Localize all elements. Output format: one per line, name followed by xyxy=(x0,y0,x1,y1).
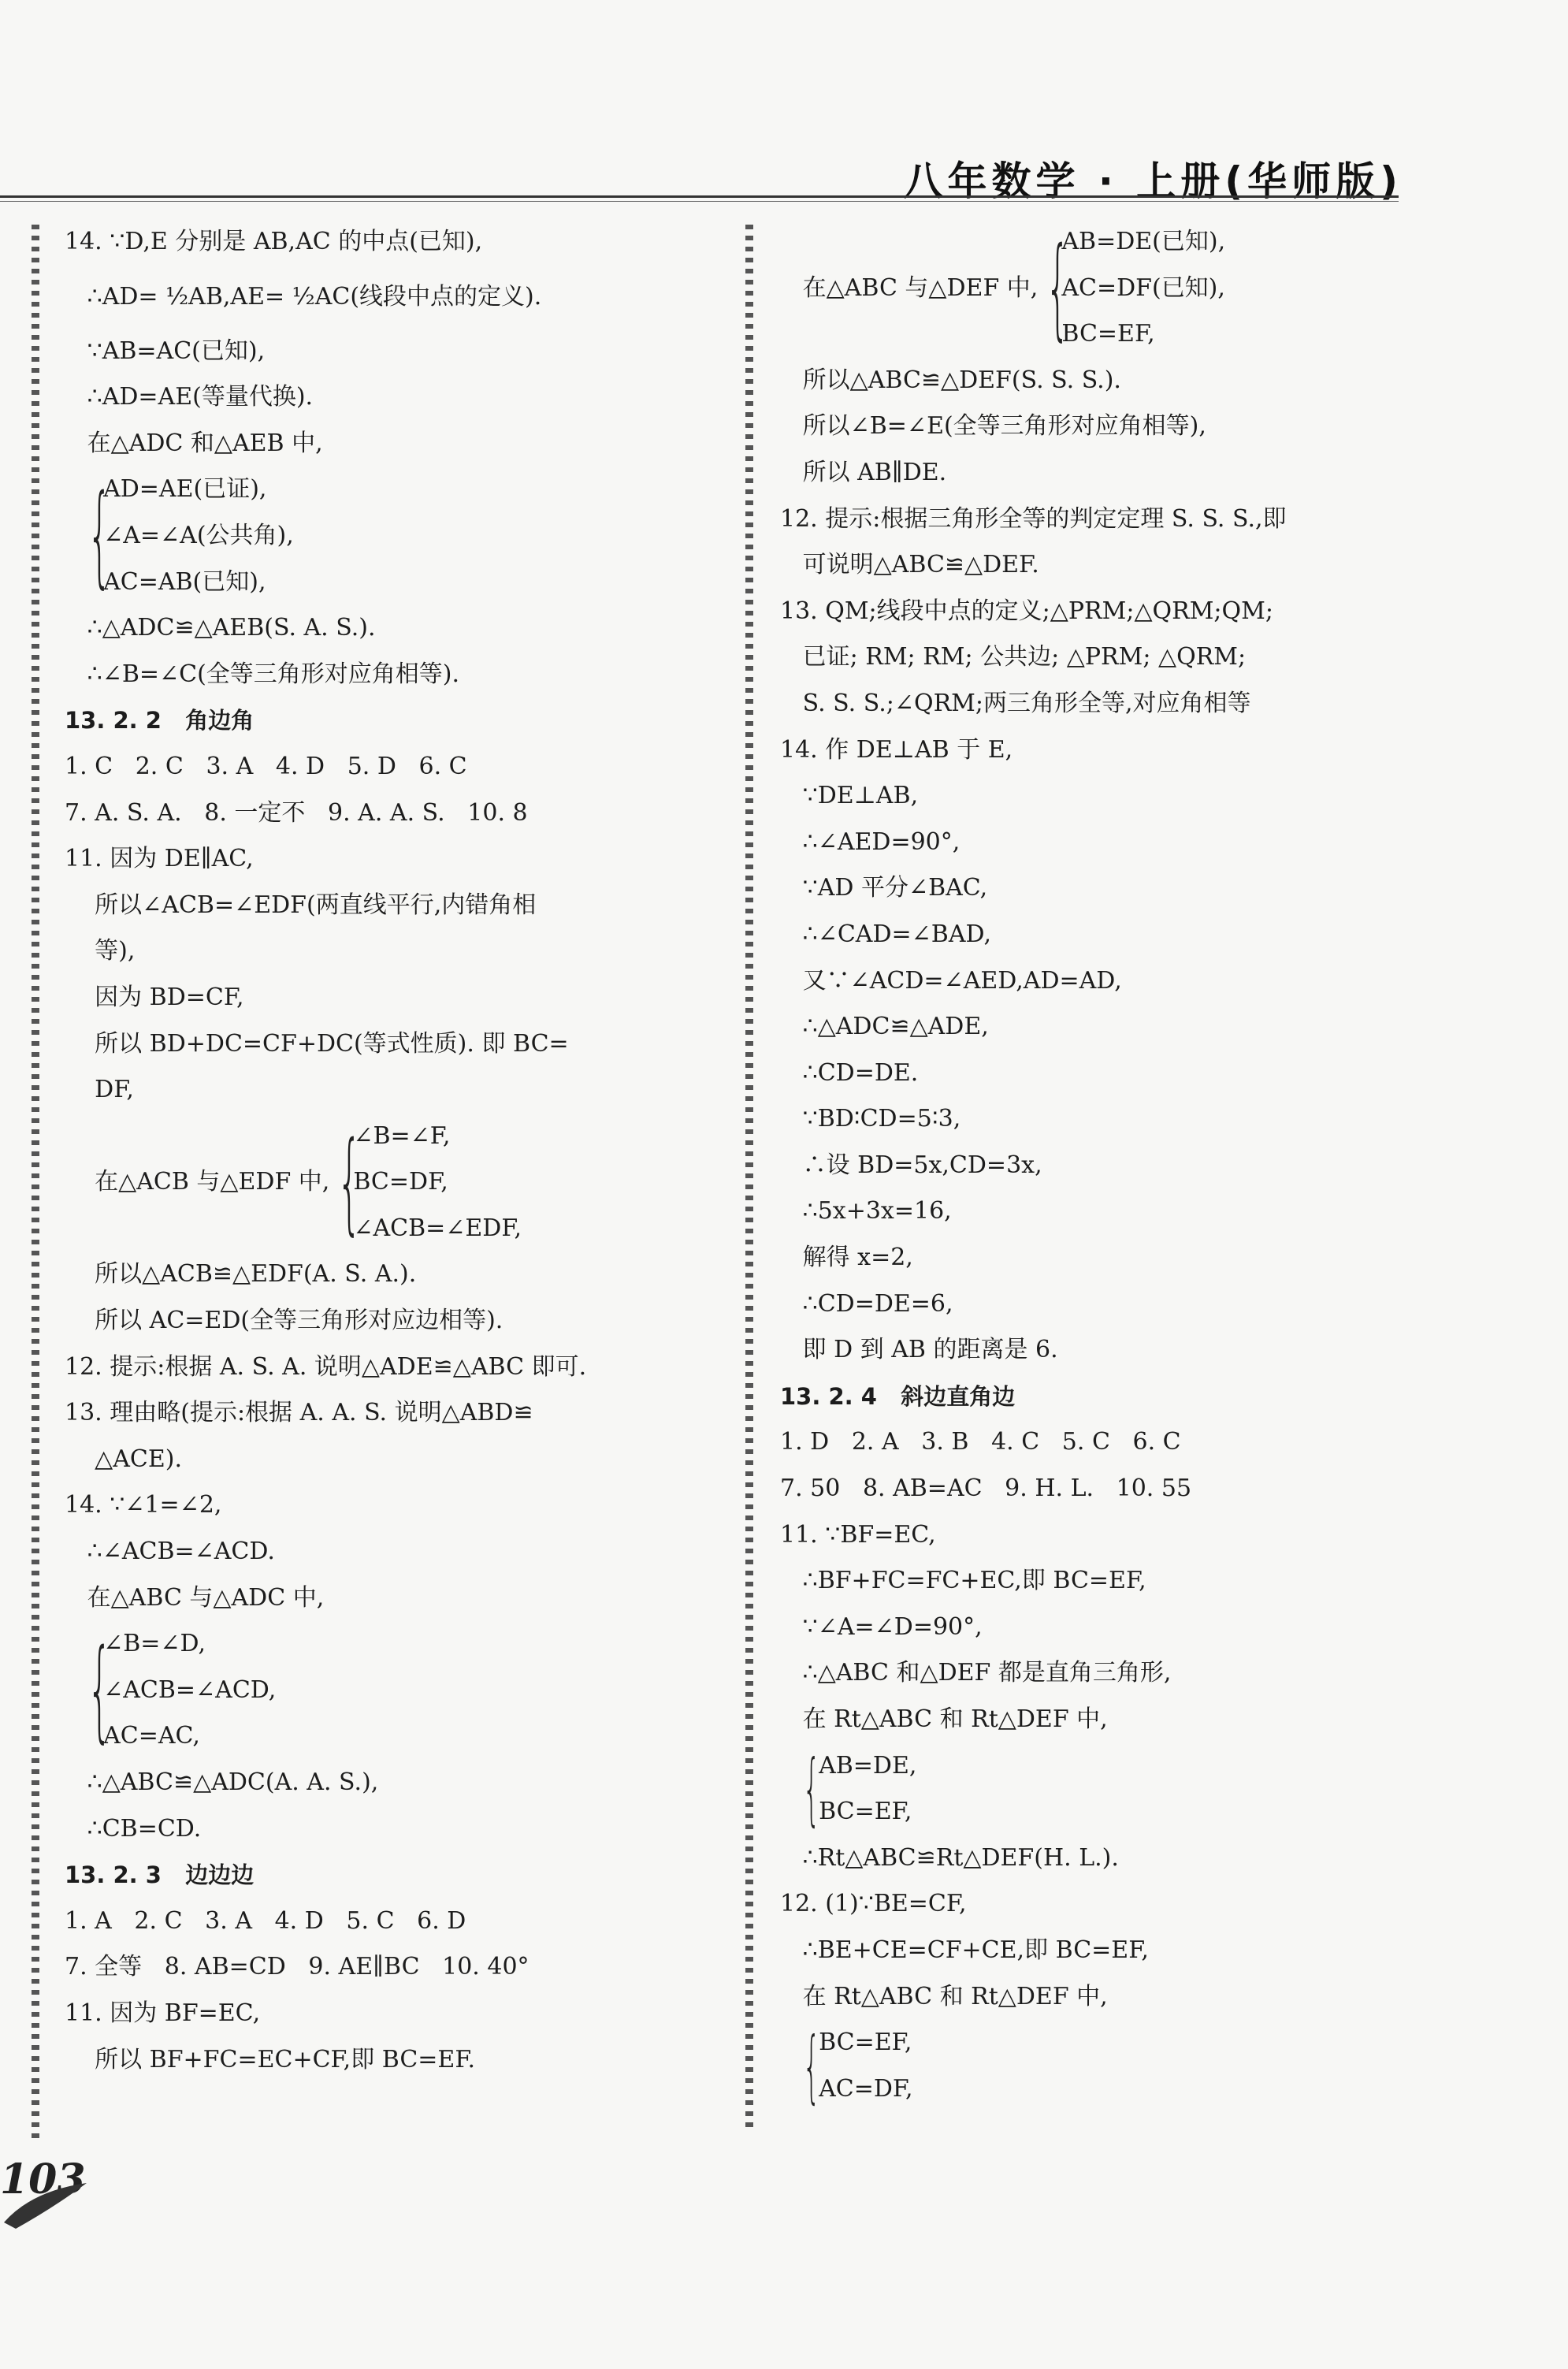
left-brace-icon: { xyxy=(337,1118,362,1247)
answer-line: 12. 提示:根据 A. S. A. 说明△ADE≌△ABC 即可. xyxy=(65,1352,587,1381)
answer-line: 所以∠ACB=∠EDF(两直线平行,内错角相 xyxy=(65,891,537,919)
right-column xyxy=(780,219,1410,2112)
answer-line: 已证; RM; RM; 公共边; △PRM; △QRM; xyxy=(780,643,1247,671)
answer-line: 所以 BF+FC=EC+CF,即 BC=EF. xyxy=(65,2045,476,2073)
brace-system xyxy=(65,1621,695,1760)
answer-line: 13. QM;线段中点的定义;△PRM;△QRM;QM; xyxy=(780,597,1273,625)
answer-line: 所以 BD+DC=CF+DC(等式性质). 即 BC= xyxy=(65,1029,569,1058)
answer-line: △ACE). xyxy=(65,1445,182,1473)
answer-line: 1. C 2. C 3. A 4. D 5. D 6. C xyxy=(65,752,467,780)
answer-line: 所以 AC=ED(全等三角形对应边相等). xyxy=(65,1307,503,1335)
answer-line: 14. ∵D,E 分别是 AB,AC 的中点(已知), xyxy=(65,228,483,255)
brace-system xyxy=(780,2020,1410,2112)
page-header-title: 八年数学 · 上册(华师版) xyxy=(903,158,1403,204)
brace-line: ∠A=∠A(公共角), xyxy=(103,521,294,549)
answer-line: 等), xyxy=(65,937,136,965)
brace-lead-text: 在△ABC 与△DEF 中, xyxy=(780,273,1039,302)
brace-line: AC=DF, xyxy=(819,2074,913,2103)
answer-line: 解得 x=2, xyxy=(780,1244,913,1272)
answer-line: ∴CD=DE. xyxy=(780,1058,919,1087)
answer-line: ∴BF+FC=FC+EC,即 BC=EF, xyxy=(780,1567,1146,1595)
answer-line: ∴5x+3x=16, xyxy=(780,1197,952,1225)
page-number: 103 xyxy=(0,2155,86,2204)
answer-line: 所以∠B=∠E(全等三角形对应角相等), xyxy=(780,412,1206,441)
answer-line: ∴Rt△ABC≌Rt△DEF(H. L.). xyxy=(780,1843,1119,1872)
brace-lead-text xyxy=(65,513,80,560)
answer-line: ∴△ABC 和△DEF 都是直角三角形, xyxy=(780,1659,1172,1687)
brace-system xyxy=(65,467,695,605)
brace-lead-text: 在△ACB 与△EDF 中, xyxy=(65,1168,330,1196)
brace-lead-text xyxy=(780,1766,795,1813)
brace-line: AC=AB(已知), xyxy=(103,567,266,596)
answer-line: ∴∠ACB=∠ACD. xyxy=(65,1538,275,1566)
answer-line: ∴∠CAD=∠BAD, xyxy=(780,920,992,948)
brace-line: BC=EF, xyxy=(819,2029,912,2057)
answer-line: 11. ∵BF=EC, xyxy=(780,1520,936,1549)
answer-line: 7. 全等 8. AB=CD 9. AE∥BC 10. 40° xyxy=(65,1953,529,1981)
answer-line: 11. 因为 BF=EC, xyxy=(65,1999,261,2027)
answer-line: DF, xyxy=(65,1076,134,1104)
answer-line: 14. ∵∠1=∠2, xyxy=(65,1491,222,1519)
brace-line: ∠B=∠D, xyxy=(103,1630,206,1658)
center-wavy-divider xyxy=(745,225,753,2132)
brace-system xyxy=(65,1114,695,1252)
answer-line: ∴△ADC≌△AEB(S. A. S.). xyxy=(65,614,376,642)
answer-line: 在△ADC 和△AEB 中, xyxy=(65,429,323,457)
answer-line: 在 Rt△ABC 和 Rt△DEF 中, xyxy=(780,1982,1108,2010)
brace-line: BC=EF, xyxy=(1061,320,1155,348)
left-brace-icon: { xyxy=(87,1626,113,1755)
left-brace-icon: { xyxy=(802,2019,821,2112)
left-brace-icon: { xyxy=(802,1742,821,1835)
answer-line: ∴CB=CD. xyxy=(65,1814,202,1843)
answer-line: ∴CD=DE=6, xyxy=(780,1289,953,1318)
answer-line: 因为 BD=CF, xyxy=(65,983,244,1011)
answer-line: ∵AD 平分∠BAC, xyxy=(780,874,988,902)
brace-line: AC=DF(已知), xyxy=(1061,273,1225,302)
answer-line: ∵BD∶CD=5∶3, xyxy=(780,1105,961,1133)
answer-line: ∴BE+CE=CF+CE,即 BC=EF, xyxy=(780,1936,1149,1964)
brace-line: ∠B=∠F, xyxy=(353,1121,451,1150)
answer-line: 12. (1)∵BE=CF, xyxy=(780,1890,967,1918)
answer-line: 所以 AB∥DE. xyxy=(780,458,947,486)
header-rule xyxy=(0,195,1399,202)
answer-line: ∴△ABC≌△ADC(A. A. S.), xyxy=(65,1768,379,1796)
answer-line: ∴AD= ½AB,AE= ½AC(线段中点的定义). xyxy=(65,282,542,311)
brace-system xyxy=(780,219,1410,358)
answer-line: 1. D 2. A 3. B 4. C 5. C 6. C xyxy=(780,1428,1181,1456)
answer-line: 即 D 到 AB 的距离是 6. xyxy=(780,1336,1058,1364)
section-heading: 13. 2. 2 角边角 xyxy=(65,707,255,735)
section-heading: 13. 2. 4 斜边直角边 xyxy=(780,1382,1016,1410)
brace-line: ∠ACB=∠EDF, xyxy=(353,1214,522,1242)
answer-line: 在△ABC 与△ADC 中, xyxy=(65,1583,325,1612)
answer-line: S. S. S.;∠QRM;两三角形全等,对应角相等 xyxy=(780,689,1251,717)
section-heading: 13. 2. 3 边边边 xyxy=(65,1861,255,1889)
answer-line: 12. 提示:根据三角形全等的判定定理 S. S. S.,即 xyxy=(780,504,1287,533)
left-brace-icon: { xyxy=(87,471,113,601)
answer-line: 在 Rt△ABC 和 Rt△DEF 中, xyxy=(780,1705,1108,1733)
answer-line: ∴设 BD=5x,CD=3x, xyxy=(780,1151,1042,1179)
answer-line: ∴∠B=∠C(全等三角形对应角相等). xyxy=(65,660,460,688)
answer-line: 11. 因为 DE∥AC, xyxy=(65,845,254,873)
left-brace-icon: { xyxy=(1046,223,1071,352)
brace-line: AC=AC, xyxy=(103,1722,200,1750)
answer-line: 又∵∠ACD=∠AED,AD=AD, xyxy=(780,966,1122,995)
brace-line: ∠ACB=∠ACD, xyxy=(103,1675,277,1704)
left-column xyxy=(65,219,695,2083)
answer-line: ∴AD=AE(等量代换). xyxy=(65,383,314,411)
answer-line: ∵DE⊥AB, xyxy=(780,782,919,810)
answer-line: ∵∠A=∠D=90°, xyxy=(780,1612,983,1641)
answer-line: 1. A 2. C 3. A 4. D 5. C 6. D xyxy=(65,1906,466,1935)
answer-line: 13. 理由略(提示:根据 A. A. S. 说明△ABD≌ xyxy=(65,1399,533,1427)
answer-line: 14. 作 DE⊥AB 于 E, xyxy=(780,735,1013,764)
brace-system xyxy=(780,1743,1410,1835)
brace-lead-text xyxy=(65,1668,80,1714)
brace-line: AD=AE(已证), xyxy=(103,475,267,504)
answer-line: 所以△ABC≌△DEF(S. S. S.). xyxy=(780,366,1121,394)
brace-lead-text xyxy=(780,2043,795,2089)
answer-line: ∴∠AED=90°, xyxy=(780,827,960,856)
leaf-ornament-icon xyxy=(0,2175,95,2230)
answer-line: 7. 50 8. AB=AC 9. H. L. 10. 55 xyxy=(780,1475,1192,1503)
brace-line: AB=DE(已知), xyxy=(1061,228,1226,255)
answer-line: ∴△ADC≌△ADE, xyxy=(780,1013,989,1041)
brace-line: AB=DE, xyxy=(819,1751,917,1780)
answer-line: 所以△ACB≌△EDF(A. S. A.). xyxy=(65,1260,417,1289)
answer-line: ∵AB=AC(已知), xyxy=(65,337,266,365)
left-wavy-border xyxy=(32,225,39,2140)
answer-line: 7. A. S. A. 8. 一定不 9. A. A. S. 10. 8 xyxy=(65,798,528,827)
brace-line: BC=DF, xyxy=(353,1168,448,1196)
answer-line: 可说明△ABC≌△DEF. xyxy=(780,551,1039,579)
brace-line: BC=EF, xyxy=(819,1798,912,1826)
